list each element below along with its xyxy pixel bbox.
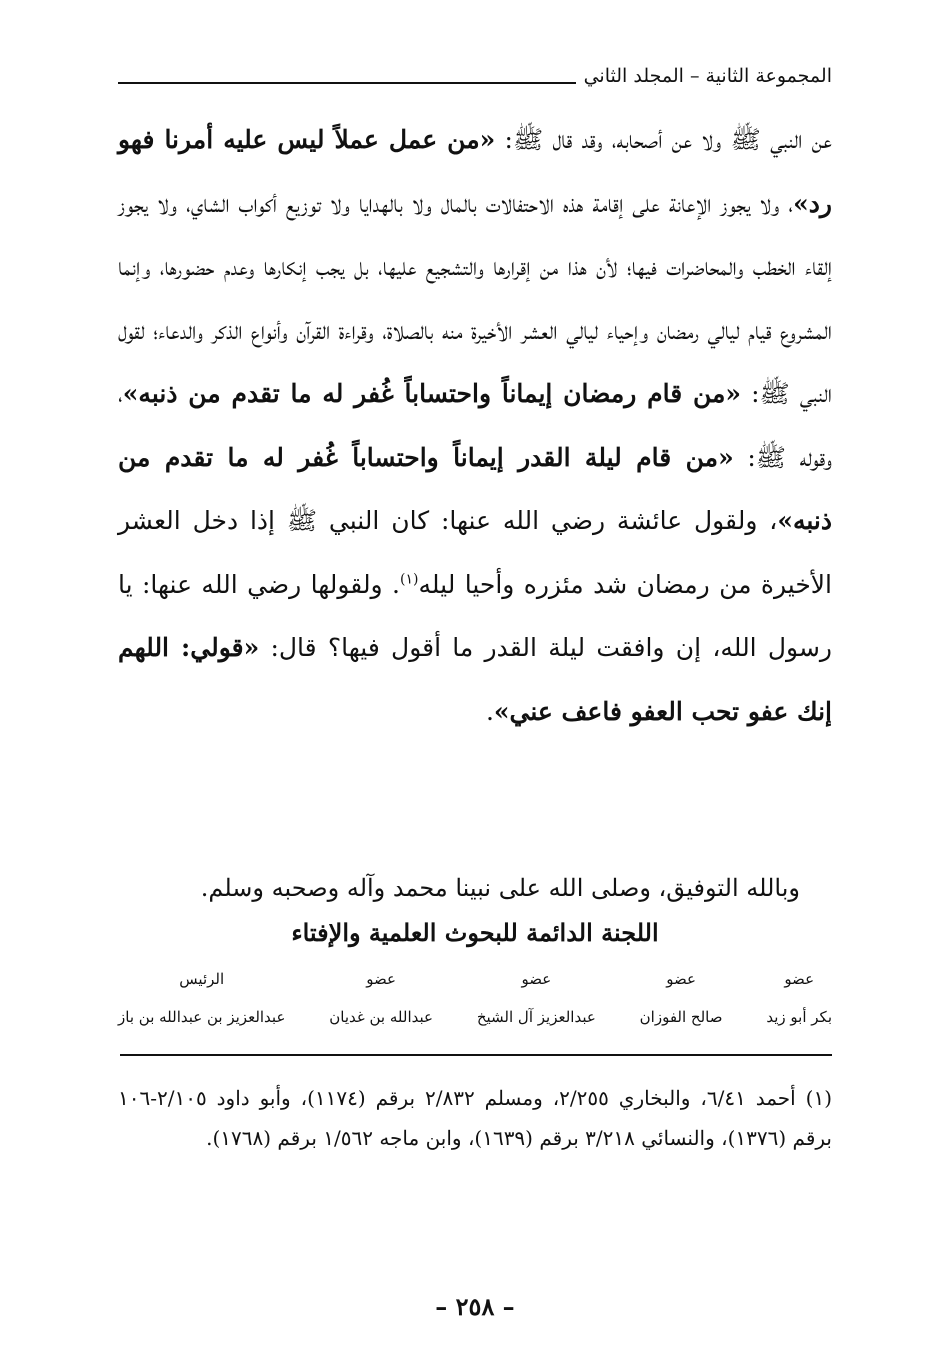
body-paragraph [118,108,832,743]
body-text-segment: ، وقوله ﷺ: [118,379,832,472]
signature-name: عبدالعزيز آل الشيخ [476,1008,596,1026]
footnote-separator [120,1054,832,1056]
body-text-segment: . ولقولها رضي الله عنها: يا رسول الله، إن وافقت ليلة القدر ما أقول فيها؟ قال: [118,569,832,662]
header-title: المجموعة الثانية – المجلد الثاني [583,65,832,87]
signature-block [329,964,433,1026]
body-text-segment: عن النبي ﷺ ولا عن أصحابه، وقد قال ﷺ: [495,125,832,154]
hadith-quote: «من عمل عملاً ليس عليه أمرنا فهو رد» [118,125,832,218]
signature-role: عضو [784,970,815,988]
signature-role: عضو [366,970,396,988]
footnote [118,1078,832,1158]
fatwa-body [118,108,832,743]
closing-line: وبالله التوفيق، وصلى الله على نبينا محمد وآله وصحبه وسلم. [200,874,800,902]
footnote-text: (١) أحمد ٦/٤١، والبخاري ٢/٢٥٥، ومسلم ٢/٨٣٢ برقم (١١٧٤)، وأبو داود ٢/١٠٥-١٠٦ برقم (١٣٧٦)، والنسائي ٣/٢١٨ برقم (١٦٣٩)، وابن ماجه ١/٥٦٢ برقم (١٧٦٨). [118,1086,832,1150]
footnote-reference: (١) [400,571,419,588]
committee-title: اللجنة الدائمة للبحوث العلمية والإفتاء [291,918,659,947]
signature-role: عضو [521,970,552,988]
hadith-quote: «من قام رمضان إيماناً واحتساباً غُفر له ما تقدم من ذنبه» [122,379,742,408]
signature-block [640,964,723,1026]
signature-name: بكر أبو زيد [766,1008,832,1026]
signature-role: الرئيس [179,970,225,988]
signature-role: عضو [666,970,696,988]
signature-name: عبدالله بن غديان [329,1008,433,1026]
signature-name: عبدالعزيز بن عبدالله بن باز [118,1008,286,1026]
signature-block [118,964,285,1026]
body-text-segment: ، ولقول عائشة رضي الله عنها: كان النبي ﷺ إذا دخل العشر الأخيرة من رمضان شد مئزره وأحيا ليله [118,506,833,599]
signature-name: صالح الفوزان [639,1008,723,1026]
header-rule [118,82,576,84]
hadith-quote: «من قام ليلة القدر إيماناً واحتساباً غُفر له ما تقدم من ذنبه» [118,442,832,535]
signature-block [477,964,596,1026]
signatures-row [118,964,832,1026]
running-header [118,56,832,96]
body-text-segment: ، ولا يجوز الإعانة على إقامة هذه الاحتفالات بالمال ولا بالهدايا ولا توزيع أكواب الشاي، ولا يجوز إلقاء الخطب والمحاضرات فيها؛ لأن هذا من إقرارها والتشجيع عليها، بل يجب إنكارها وعدم حضورها، وإنما المشروع قيام ليالي رمضان وإحياء ليالي العشر الأخيرة منه بالصلاة، وقراءة القرآن وأنواع الذكر والدعاء؛ لقول النبي ﷺ: [118,188,832,408]
signature-block [766,964,832,1026]
hadith-quote: «قولي: اللهم إنك عفو تحب العفو فاعف عني» [118,633,832,726]
body-text-segment: . [485,696,494,726]
page-number: – ٢٥٨ – [435,1292,515,1321]
